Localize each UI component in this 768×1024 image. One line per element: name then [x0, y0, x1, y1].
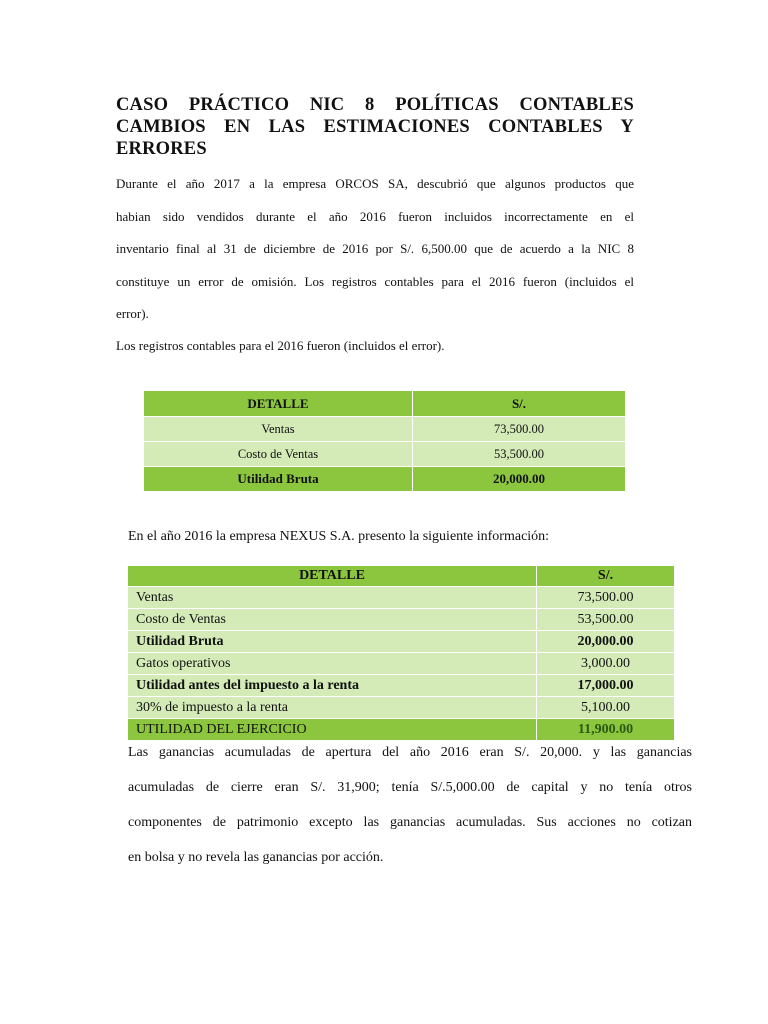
nexus-income-table [127, 565, 675, 741]
paragraph-line: constituye un error de omisión. Los registros contables para el 2016 fueron (incluidos el [116, 273, 634, 289]
table-row [128, 697, 675, 719]
paragraph-line: Durante el año 2017 a la empresa ORCOS SA, descubrió que algunos productos que [116, 176, 634, 191]
title-line: CAMBIOS EN LAS ESTIMACIONES CONTABLES Y [116, 117, 634, 137]
closing-paragraph [128, 735, 692, 875]
row-label: Costo de Ventas [128, 609, 537, 631]
row-label: Costo de Ventas [144, 442, 413, 467]
paragraph-line: acumuladas de cierre eran S/. 31,900; tenía S/.5,000.00 de capital y no tenía otros [128, 780, 692, 795]
row-value: 73,500.00 [537, 587, 675, 609]
table-row [128, 675, 675, 697]
paragraph-line: error). [116, 306, 149, 321]
row-value: 73,500.00 [413, 417, 626, 442]
table-row [128, 587, 675, 609]
row-value: 3,000.00 [537, 653, 675, 675]
row-label: Utilidad Bruta [128, 631, 537, 653]
row-label: Utilidad antes del impuesto a la renta [128, 675, 537, 697]
row-value: 53,500.00 [537, 609, 675, 631]
table-row [128, 631, 675, 653]
paragraph-line: inventario final al 31 de diciembre de 2016 por S/. 6,500.00 que de acuerdo a la NIC 8 [116, 241, 634, 256]
paragraph-line: componentes de patrimonio excepto las ganancias acumuladas. Sus acciones no cotizan [128, 815, 692, 830]
row-value: 5,100.00 [537, 697, 675, 719]
orcos-income-table [143, 390, 626, 492]
table-header-row [144, 391, 626, 417]
row-label: 30% de impuesto a la renta [128, 697, 537, 719]
table-total-row [144, 467, 626, 492]
row-value: 20,000.00 [537, 631, 675, 653]
title-line: CASO PRÁCTICO NIC 8 POLÍTICAS CONTABLES [116, 95, 634, 115]
document-title [116, 94, 634, 160]
nexus-intro: En el año 2016 la empresa NEXUS S.A. presento la siguiente información: [128, 529, 550, 544]
row-label: Utilidad Bruta [144, 467, 413, 492]
records-note: Los registros contables para el 2016 fueron (incluidos el error). [116, 338, 445, 353]
paragraph-line: en bolsa y no revela las ganancias por acción. [128, 850, 384, 865]
row-value: 17,000.00 [537, 675, 675, 697]
row-label: UTILIDAD DEL EJERCICIO [128, 719, 537, 741]
column-header-amount: S/. [537, 566, 675, 587]
row-label: Ventas [128, 587, 537, 609]
row-value: 11,900.00 [537, 719, 675, 741]
table-row [144, 417, 626, 442]
paragraph-line: habian sido vendidos durante el año 2016 fueron incluidos incorrectamente en el [116, 208, 634, 224]
table-row [128, 653, 675, 675]
row-value: 53,500.00 [413, 442, 626, 467]
row-value: 20,000.00 [413, 467, 626, 492]
column-header-amount: S/. [413, 391, 626, 417]
table-row [144, 442, 626, 467]
table-header-row [128, 566, 675, 587]
row-label: Gatos operativos [128, 653, 537, 675]
table-row [128, 609, 675, 631]
row-label: Ventas [144, 417, 413, 442]
column-header-detalle: DETALLE [144, 391, 413, 417]
column-header-detalle: DETALLE [128, 566, 537, 587]
title-line: ERRORES [116, 139, 207, 159]
paragraph-line: Las ganancias acumuladas de apertura del año 2016 eran S/. 20,000. y las ganancias [128, 745, 692, 760]
intro-paragraph [116, 168, 634, 331]
